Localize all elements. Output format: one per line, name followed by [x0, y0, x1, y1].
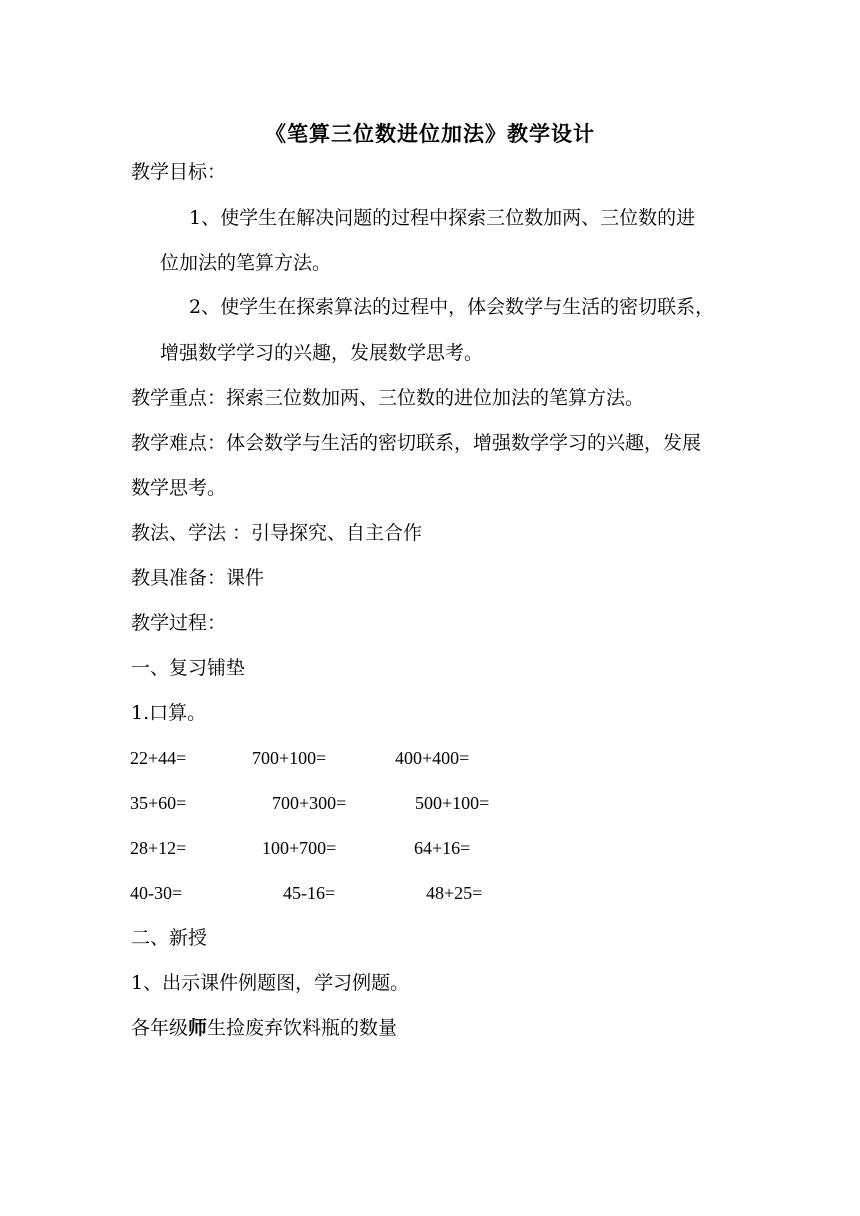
caption — [131, 1019, 397, 1038]
caption-pre: 各年级 — [131, 1017, 189, 1039]
exercise: 45-16= — [283, 883, 336, 903]
exercise: 40-30= — [130, 883, 183, 903]
exercise: 48+25= — [426, 883, 483, 903]
section-review: 一、复习铺垫 — [131, 657, 246, 679]
key-point: 教学重点：探索三位数加两、三位数的进位加法的笔算方法。 — [131, 387, 645, 409]
oral-calc-label: 1.口算。 — [131, 702, 207, 724]
goal-1-line-1: 1、使学生在解决问题的过程中探索三位数加两、三位数的进 — [189, 207, 696, 229]
exercise: 22+44= — [130, 748, 187, 768]
methods: 教法、学法 ：引导探究、自主合作 — [131, 522, 423, 544]
section-new-lesson: 二、新授 — [131, 927, 208, 949]
exercise: 500+100= — [415, 793, 490, 813]
caption-post: 生捡废弃饮料瓶的数量 — [207, 1017, 398, 1039]
exercise: 700+300= — [272, 793, 347, 813]
exercise: 700+100= — [252, 748, 327, 768]
tools: 教具准备：课件 — [131, 567, 265, 589]
caption-bold: 师 — [188, 1017, 208, 1039]
exercise: 28+12= — [130, 838, 187, 858]
goal-1-line-2: 位加法的笔算方法。 — [160, 252, 332, 274]
document-title: 《笔算三位数进位加法》教学设计 — [265, 121, 595, 146]
goals-label: 教学目标： — [131, 161, 227, 183]
exercise: 400+400= — [395, 748, 470, 768]
goal-2-line-2: 增强数学学习的兴趣，发展数学思考。 — [160, 342, 484, 364]
process-label: 教学过程： — [131, 612, 227, 634]
exercise: 35+60= — [130, 793, 187, 813]
difficulty-line-1: 教学难点：体会数学与生活的密切联系，增强数学学习的兴趣，发展 — [131, 432, 702, 454]
exercise: 64+16= — [414, 838, 471, 858]
goal-2-line-1: 2、使学生在探索算法的过程中，体会数学与生活的密切联系， — [189, 296, 715, 318]
exercise: 100+700= — [262, 838, 337, 858]
step-1: 1、出示课件例题图，学习例题。 — [131, 972, 410, 994]
difficulty-line-2: 数学思考。 — [131, 477, 227, 499]
